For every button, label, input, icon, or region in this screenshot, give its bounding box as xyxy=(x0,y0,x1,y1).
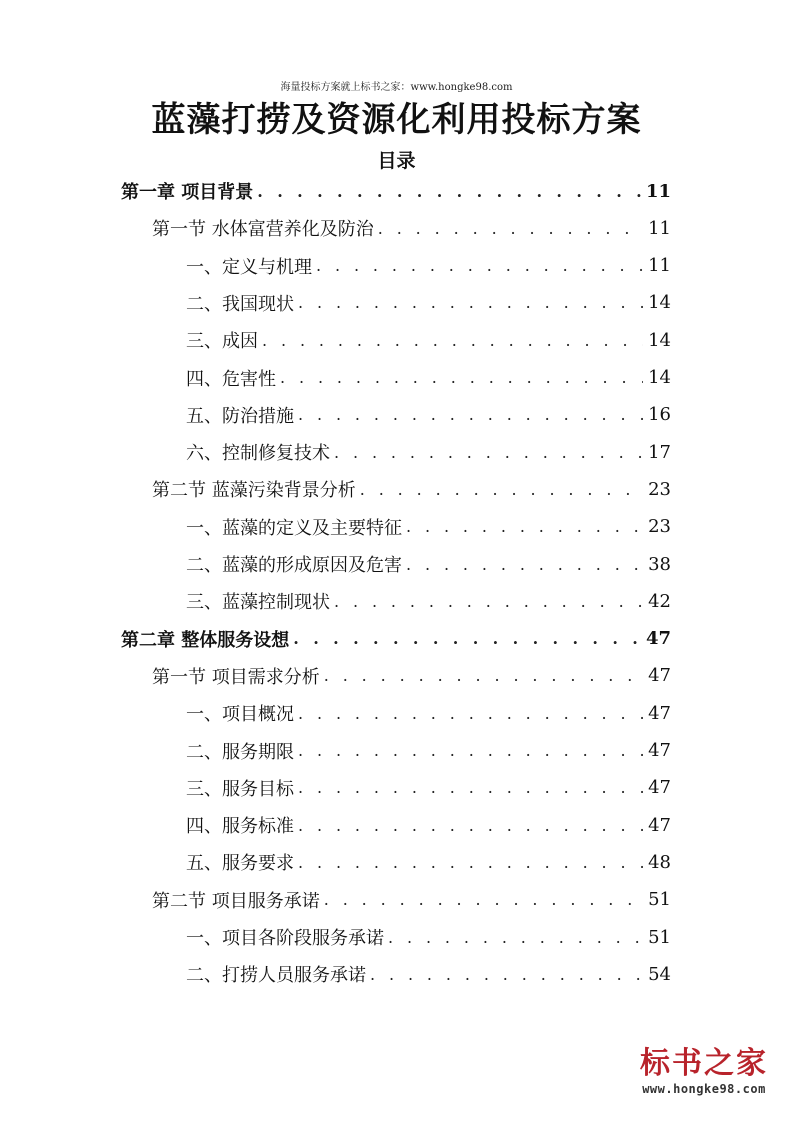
toc-leader-dots xyxy=(360,480,643,499)
toc-entry-title: 一、项目各阶段服务承诺 xyxy=(186,928,384,949)
toc-entry[interactable] xyxy=(186,288,671,318)
toc-entry[interactable] xyxy=(186,251,671,281)
toc-leader-dots xyxy=(388,928,643,947)
toc-entry-title: 二、我国现状 xyxy=(186,293,294,315)
toc-leader-dots xyxy=(293,629,642,648)
toc-entry-title: 四、危害性 xyxy=(186,368,276,390)
toc-entry-page: 38 xyxy=(648,553,671,575)
toc-leader-dots xyxy=(298,816,643,835)
toc-leader-dots xyxy=(298,741,643,760)
toc-entry-title: 一、蓝藻的定义及主要特征 xyxy=(186,517,402,539)
toc-leader-dots xyxy=(324,666,643,685)
toc-entry[interactable] xyxy=(186,698,671,728)
toc-entry-page: 51 xyxy=(648,889,671,911)
toc-leader-dots xyxy=(406,555,643,574)
toc-leader-dots xyxy=(324,890,643,909)
toc-entry-title: 三、蓝藻控制现状 xyxy=(186,592,330,614)
toc-leader-dots xyxy=(334,443,643,462)
document-title: 蓝藻打捞及资源化利用投标方案 xyxy=(151,100,642,140)
toc-leader-dots xyxy=(406,517,643,536)
toc-entry[interactable] xyxy=(186,363,671,393)
toc-entry[interactable] xyxy=(121,624,671,654)
toc-entry-page: 23 xyxy=(648,478,671,500)
toc-entry-page: 11 xyxy=(645,180,671,202)
toc-entry-page: 11 xyxy=(648,217,671,239)
toc-entry-title: 第二章 整体服务设想 xyxy=(121,629,290,651)
toc-entry-title: 第一节 水体富营养化及防治 xyxy=(152,219,374,241)
toc-entry-title: 第一节 项目需求分析 xyxy=(152,666,320,688)
toc-entry-title: 第一章 项目背景 xyxy=(121,182,254,203)
toc-entry-title: 五、防治措施 xyxy=(186,405,294,427)
toc-entry-page: 54 xyxy=(648,963,671,985)
toc-entry-page: 11 xyxy=(648,255,671,277)
toc-entry-page: 47 xyxy=(645,628,671,650)
toc-entry[interactable] xyxy=(186,847,671,877)
toc-entry-page: 47 xyxy=(648,777,671,799)
toc-entry-page: 16 xyxy=(648,404,671,426)
toc-entry[interactable] xyxy=(186,810,671,840)
toc-entry-page: 47 xyxy=(648,740,671,761)
toc-entry[interactable] xyxy=(186,586,671,616)
toc-entry[interactable] xyxy=(186,549,671,579)
toc-entry[interactable] xyxy=(186,400,671,430)
toc-leader-dots xyxy=(334,592,643,611)
toc-entry-page: 14 xyxy=(648,367,671,388)
toc-entry[interactable] xyxy=(152,474,671,504)
toc-entry-page: 47 xyxy=(648,814,671,836)
toc-entry-title: 二、打捞人员服务承诺 xyxy=(186,965,366,987)
toc-entry-page: 14 xyxy=(648,292,671,314)
toc-entry[interactable] xyxy=(152,661,671,691)
toc-entry-title: 二、蓝藻的形成原因及危害 xyxy=(186,555,402,576)
toc-leader-dots xyxy=(316,256,643,275)
toc-entry-page: 47 xyxy=(648,665,671,687)
toc-entry-title: 三、服务目标 xyxy=(186,778,294,800)
watermark-logo xyxy=(629,1046,779,1108)
toc-entry-page: 23 xyxy=(648,516,671,538)
toc-entry[interactable] xyxy=(121,176,671,206)
toc-leader-dots xyxy=(280,368,643,387)
toc-entry-page: 51 xyxy=(648,926,671,948)
header-line: 海量投标方案就上标书之家：www.hongke98.com xyxy=(280,82,513,93)
toc-entry-title: 六、控制修复技术 xyxy=(186,443,330,465)
toc-entry-title: 二、服务期限 xyxy=(186,741,294,763)
toc-leader-dots xyxy=(298,293,643,312)
toc-entry[interactable] xyxy=(186,736,671,766)
toc-entry[interactable] xyxy=(152,885,671,915)
toc-heading: 目录 xyxy=(377,150,416,172)
toc-entry-title: 第二节 项目服务承诺 xyxy=(152,890,320,912)
toc-leader-dots xyxy=(298,778,643,797)
toc-entry[interactable] xyxy=(186,959,671,989)
toc-entry-title: 一、项目概况 xyxy=(186,704,294,726)
toc-entry[interactable] xyxy=(186,922,671,952)
toc-entry-page: 17 xyxy=(648,441,671,463)
toc-leader-dots xyxy=(298,405,643,424)
toc-leader-dots xyxy=(298,704,643,723)
toc-entry[interactable] xyxy=(186,512,671,542)
toc-entry[interactable] xyxy=(186,773,671,803)
toc-leader-dots xyxy=(262,331,643,350)
toc-leader-dots xyxy=(378,219,643,238)
toc-leader-dots xyxy=(298,853,643,872)
toc-entry-page: 42 xyxy=(648,590,671,612)
logo-mark: 标书之家 xyxy=(640,1046,768,1081)
toc-entry[interactable] xyxy=(186,437,671,467)
toc-entry[interactable] xyxy=(186,325,671,355)
toc-leader-dots xyxy=(370,965,643,984)
toc-leader-dots xyxy=(257,182,642,201)
toc-entry-title: 四、服务标准 xyxy=(186,816,294,838)
toc-entry-page: 48 xyxy=(648,851,671,873)
toc-entry[interactable] xyxy=(152,213,671,243)
toc-entry-title: 三、成因 xyxy=(186,331,258,353)
toc-entry-page: 14 xyxy=(648,329,671,351)
toc-entry-title: 一、定义与机理 xyxy=(186,256,312,278)
logo-url: www.hongke98.com xyxy=(642,1082,766,1096)
toc-entry-title: 五、服务要求 xyxy=(186,853,294,875)
toc-entry-page: 47 xyxy=(648,702,671,724)
toc-entry-title: 第二节 蓝藻污染背景分析 xyxy=(152,480,356,502)
